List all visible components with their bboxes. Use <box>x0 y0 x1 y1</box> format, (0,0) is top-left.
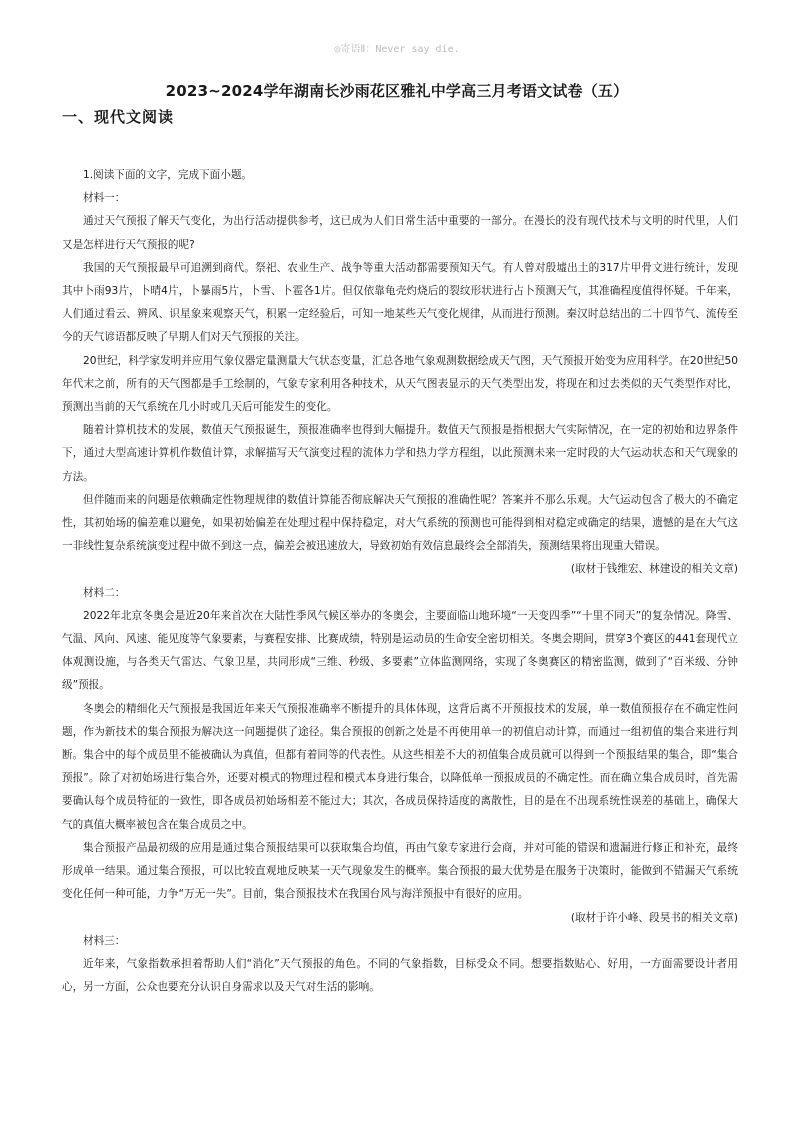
material-label: 材料二： <box>83 586 126 599</box>
paragraph: 冬奥会的精细化天气预报是我国近年来天气预报准确率不断提升的具体体现，这背后离不开预报技术的发展，单一数值预报存在不确定性问题，作为新技术的集合预报为解决这一问题提供了途径。集合预报的创新之处是不再使用单一的初值启动计算，而通过一组初值的集合来进行判断。集合中的每个成员里不能被确认为真值，但都有着同等的代表性。从这些相差不大的初值集合成员就可以得到一个预报结果的集合，即“集合预报”。除了对初始场进行集合外，还要对模式的物理过程和模式本身进行集合，以降低单一预报成员的不确定性。而在确立集合成员时，首先需要确认每个成员特征的一致性，即各成员初始场相差不能过大；其次，各成员保持适度的离散性，目的是在不出现系统性误差的基础上，确保大气的真值大概率被包含在集合成员之中。 <box>62 702 738 831</box>
material-label: 材料一： <box>83 192 126 205</box>
paragraph: 20世纪，科学家发明并应用气象仪器定量测量大气状态变量，汇总各地气象观测数据绘成天气图，天气预报开始变为应用科学。在20世纪50年代末之前，所有的天气图都是手工绘制的，气象专家利用各种技术，从天气图表显示的天气类型出发，将现在和过去类似的天气类型作对比，预测出当前的天气系统在几小时或几天后可能发生的变化。 <box>62 354 738 414</box>
source-citation: (取材于许小峰、段昊书的相关文章) <box>570 911 738 924</box>
paragraph: 通过天气预报了解天气变化，为出行活动提供参考，这已成为人们日常生活中重要的一部分。在漫长的没有现代技术与文明的时代里，人们又是怎样进行天气预报的呢? <box>62 215 738 251</box>
paragraph: 随着计算机技术的发展，数值天气预报诞生，预报准确率也得到大幅提升。数值天气预报是指根据大气实际情况，在一定的初始和边界条件下，通过大型高速计算机作数值计算，求解描写天气演变过程的流体力学和热力学方程组，以此预测未来一定时段的大气运动状态和天气现象的方法。 <box>62 424 738 483</box>
section-heading: 一、现代文阅读 <box>62 108 175 126</box>
header-watermark: ◎寄语Ⅱ：Never say die. <box>334 44 460 55</box>
source-citation: (取材于钱维宏、林建设的相关文章) <box>570 563 738 576</box>
paragraph: 近年来，气象指数承担着帮助人们“消化”天气预报的角色。不同的气象指数，目标受众不同。想要指数贴心、好用，一方面需要设计者用心，另一方面，公众也要充分认识自身需求以及天气对生活的影响。 <box>62 957 738 994</box>
reading-passage <box>62 164 738 999</box>
material-label: 材料三： <box>83 934 126 947</box>
paragraph: 我国的天气预报最早可追溯到商代。祭祀、农业生产、战争等重大活动都需要预知天气。有人曾对殷墟出土的317片甲骨文进行统计，发现其中卜雨93片，卜晴4片，卜暴雨5片，卜雪、卜雹各1片。但仅依靠龟壳灼烧后的裂纹形状进行占卜预测天气，其准确程度值得怀疑。千年来，人们通过看云、辨风、识星象来观察天气，积累一定经验后，可知一地某些天气变化规律，从而进行预测。秦汉时总结出的二十四节气、流传至今的天气谚语都反映了早期人们对天气预报的关注。 <box>62 261 738 344</box>
document-title: 2023~2024学年湖南长沙雨花区雅礼中学高三月考语文试卷（五） <box>165 82 629 100</box>
paragraph: 2022年北京冬奥会是近20年来首次在大陆性季风气候区举办的冬奥会，主要面临山地环境“一天变四季”“十里不同天”的复杂情况。降雪、气温、风向、风速、能见度等气象要素，与赛程安排、比赛成绩，特别是运动员的生命安全密切相关。冬奥会期间，贯穿3个赛区的441套现代立体观测设施，与各类天气雷达、气象卫星，共同形成“三维、秒级、多要素”立体监测网络，实现了冬奥赛区的精密监测，做到了“百米级、分钟级”预报。 <box>62 609 738 692</box>
paragraph: 集合预报产品最初级的应用是通过集合预报结果可以获取集合均值，再由气象专家进行会商，并对可能的错误和遗漏进行修正和补充，最终形成单一结果。通过集合预报，可以比较直观地反映某一天气现象发生的概率。集合预报的最大优势是在服务于决策时，能做到不错漏天气系统变化任何一种可能，力争“万无一失”。目前，集合预报技术在我国台风与海洋预报中有很好的应用。 <box>62 841 738 901</box>
paragraph: 但伴随而来的问题是依赖确定性物理规律的数值计算能否彻底解决天气预报的准确性呢？答案并不那么乐观。大气运动包含了极大的不确定性，其初始场的偏差难以避免，如果初始偏差在处理过程中保持稳定，对大气系统的预测也可能得到相对稳定或确定的结果，遗憾的是在大气这一非线性复杂系统演变过程中做不到这一点，偏差会被迅速放大，导致初始有效信息最终会全部消失，预测结果将出现重大错误。 <box>62 493 738 553</box>
question-intro: 1.阅读下面的文字，完成下面小题。 <box>83 169 253 181</box>
